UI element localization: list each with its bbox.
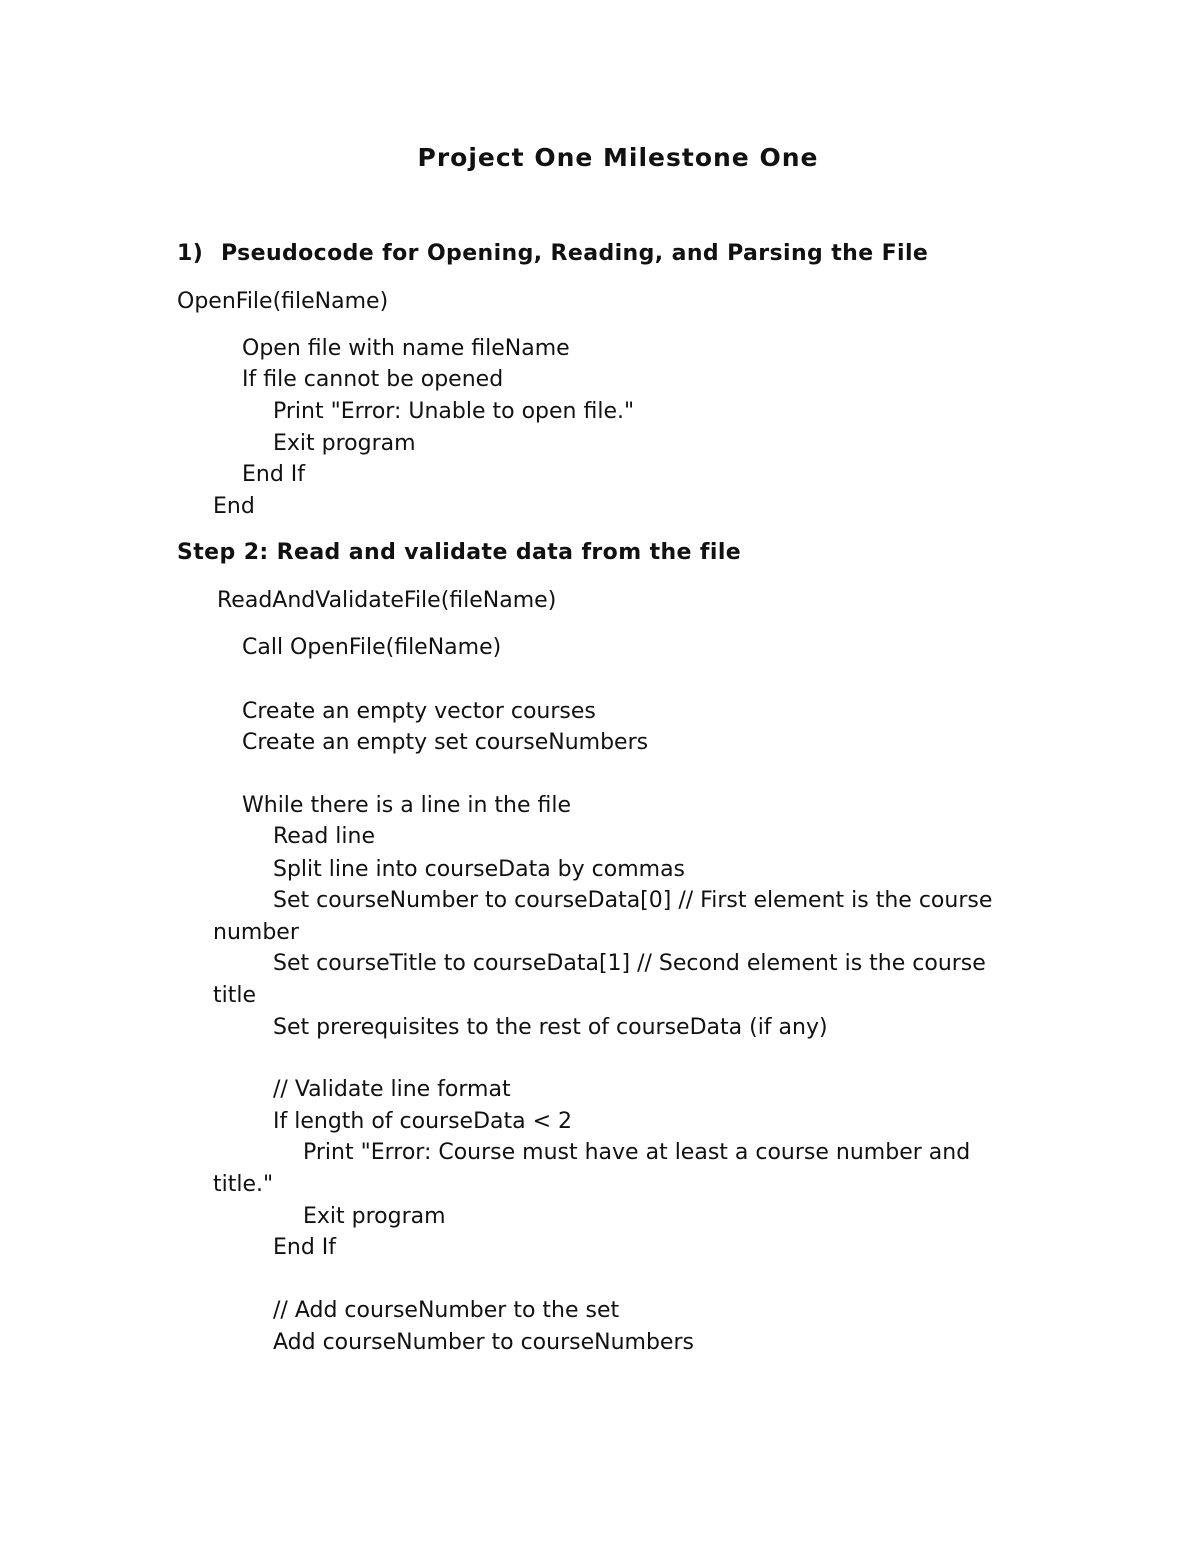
code-line: ReadAndValidateFile(fileName): [217, 588, 557, 613]
code-line: Split line into courseData by commas: [273, 857, 686, 882]
code-line: Create an empty set courseNumbers: [242, 730, 649, 755]
section-1-heading-text: Pseudocode for Opening, Reading, and Parsing the File: [221, 241, 929, 266]
code-line: Create an empty vector courses: [242, 699, 596, 724]
code-line-wrap: title: [213, 983, 257, 1008]
document-title: Project One Milestone One: [417, 143, 819, 172]
code-line: Exit program: [273, 431, 416, 456]
code-line: End: [213, 494, 255, 519]
code-line: Add courseNumber to courseNumbers: [273, 1330, 694, 1355]
section-1-heading: [177, 240, 928, 268]
section-1-number: 1): [177, 241, 204, 266]
code-line: Call OpenFile(fileName): [242, 635, 502, 660]
code-comment: // Validate line format: [273, 1077, 511, 1102]
step-2-heading: Step 2: Read and validate data from the file: [177, 540, 742, 565]
code-line: Set prerequisites to the rest of courseData (if any): [273, 1015, 828, 1040]
code-line: Exit program: [303, 1204, 446, 1229]
code-line: OpenFile(fileName): [177, 289, 389, 314]
code-line: Set courseTitle to courseData[1] // Second element is the course: [273, 951, 986, 976]
code-line-wrap: number: [213, 920, 299, 945]
code-line: While there is a line in the file: [242, 793, 572, 818]
code-line: If length of courseData < 2: [273, 1109, 573, 1134]
code-line: Print "Error: Course must have at least a course number and: [303, 1140, 971, 1165]
code-line: End If: [242, 462, 306, 487]
code-line: If file cannot be opened: [242, 367, 504, 392]
code-line: Set courseNumber to courseData[0] // First element is the course: [273, 888, 993, 913]
code-line: Open file with name fileName: [242, 336, 570, 361]
code-comment: // Add courseNumber to the set: [273, 1298, 620, 1323]
code-line: Print "Error: Unable to open file.": [273, 399, 635, 424]
code-line: Read line: [273, 824, 375, 849]
code-line: End If: [273, 1235, 337, 1260]
code-line-wrap: title.": [213, 1172, 274, 1197]
